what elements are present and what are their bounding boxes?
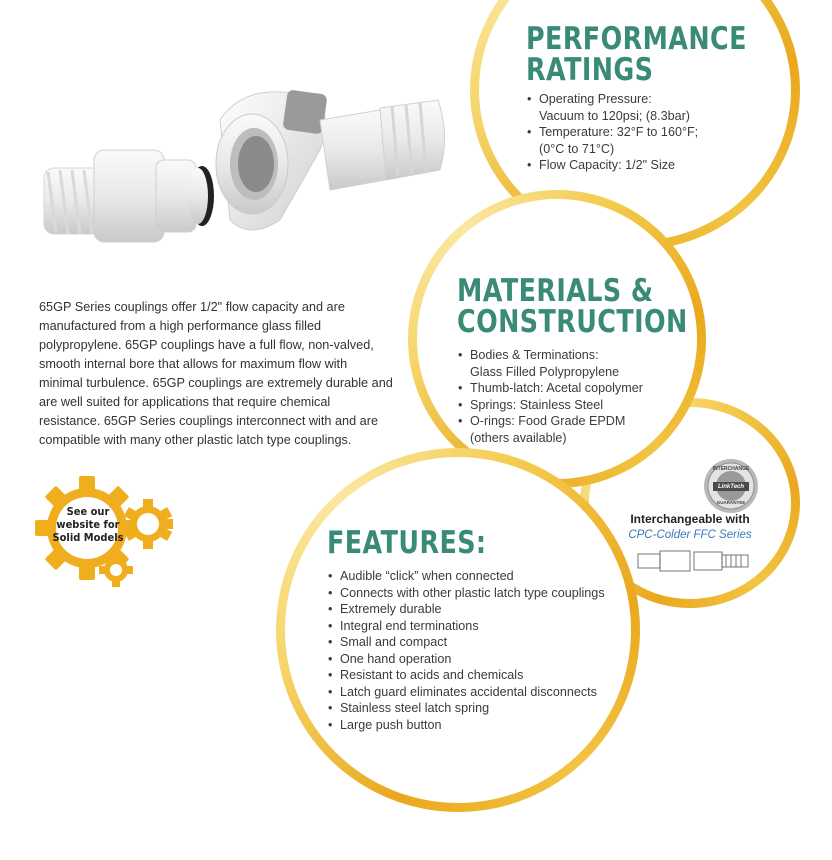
- performance-list: [526, 91, 756, 174]
- list-item: • Thumb-latch: Acetal copolymer: [457, 380, 697, 397]
- materials-list: [457, 347, 697, 446]
- list-item: • Bodies & Terminations: Glass Filled Polypropylene: [457, 347, 697, 380]
- seal-bottom-text: GUARANTEE: [716, 500, 746, 505]
- list-item: • Operating Pressure: Vacuum to 120psi; (8.3bar): [526, 91, 756, 124]
- seal-top-text: INTERCHANGE: [712, 466, 750, 472]
- features-list: [327, 568, 627, 733]
- list-item: • Small and compact: [327, 634, 627, 651]
- list-item: • Springs: Stainless Steel: [457, 397, 697, 414]
- materials-heading-line2: CONSTRUCTION: [457, 304, 688, 340]
- interchange-subtitle: CPC-Colder FFC Series: [628, 529, 752, 541]
- materials-heading-line1: MATERIALS &: [457, 273, 654, 309]
- list-item: • Large push button: [327, 717, 627, 734]
- intro-paragraph: 65GP Series couplings offer 1/2" flow capacity and are manufactured from a high performance glass filled polypropylene. 65GP couplings have a full flow, non-valved, smooth internal bore that allows for maximum flow with minimal turbulence. 65GP couplings are extremely durable and are well suited for applications that require chemical resistance. 65GP Series couplings interconnect with and are compatible with many other plastic latch type couplings.: [39, 300, 393, 447]
- seal-mid-text: LinkTech: [717, 484, 745, 490]
- performance-heading-line2: RATINGS: [526, 52, 654, 88]
- list-item: • O-rings: Food Grade EPDM (others available): [457, 413, 697, 446]
- gear-label[interactable]: See our website for Solid Models: [52, 505, 124, 544]
- list-item: • Integral end terminations: [327, 618, 627, 635]
- list-item: • One hand operation: [327, 651, 627, 668]
- coupling-product-photo: [30, 80, 450, 270]
- features-heading: FEATURES:: [327, 525, 487, 561]
- list-item: • Connects with other plastic latch type couplings: [327, 585, 627, 602]
- list-item: • Stainless steel latch spring: [327, 700, 627, 717]
- list-item: • Resistant to acids and chemicals: [327, 667, 627, 684]
- list-item: • Flow Capacity: 1/2" Size: [526, 157, 756, 174]
- list-item: • Latch guard eliminates accidental disconnects: [327, 684, 627, 701]
- list-item: • Audible “click” when connected: [327, 568, 627, 585]
- male-coupling: [44, 150, 214, 242]
- list-item: • Temperature: 32°F to 160°F; (0°C to 71°C): [526, 124, 756, 157]
- female-coupling: [216, 89, 445, 230]
- cpc-coupling-drawing: [634, 546, 754, 576]
- performance-heading-line1: PERFORMANCE: [526, 21, 747, 57]
- materials-heading: [457, 273, 688, 340]
- performance-heading: [526, 21, 747, 88]
- list-item: • Extremely durable: [327, 601, 627, 618]
- interchange-title: Interchangeable with: [630, 512, 750, 526]
